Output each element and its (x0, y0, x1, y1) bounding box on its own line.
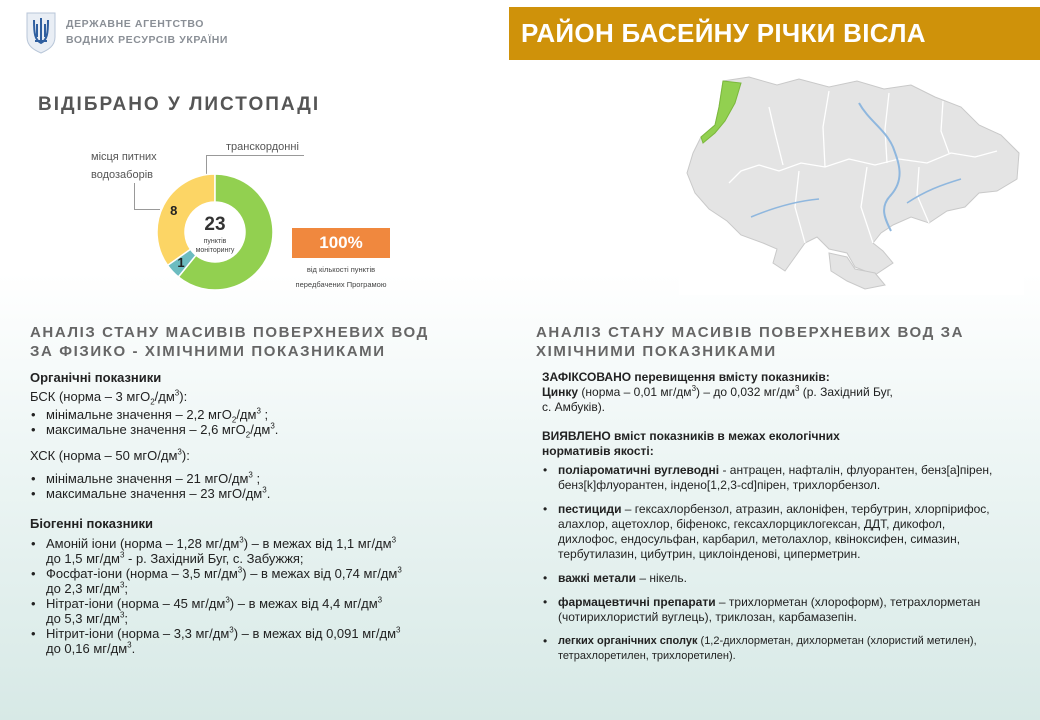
within-heading-line1: ВИЯВЛЕНО вміст показників в межах екологічних (542, 429, 840, 443)
bsk-sub: 2 (150, 397, 155, 407)
hsk-max-sup: 3 (262, 485, 267, 495)
voc-text: (1,2-дихлорметан, дихлорметан (хлористий метилен), тетрахлоретилен, трихлоретилен). (558, 635, 977, 662)
nitrate-sup1: 3 (225, 595, 230, 605)
hsk-min-sup: 3 (248, 470, 253, 480)
hsk-sup: 3 (177, 447, 182, 457)
phosphate-item: • Фосфат-іони (норма – 3,5 $мг/дм^3$) – в межах від 0,74 $мг/дм^3$ до 2,3 $мг/дм^3$; (30, 566, 490, 596)
metals-item (542, 571, 1007, 586)
phosphate-b: ) – в межах від 0,74 мг/дм (242, 566, 398, 581)
coverage-caption-line2: передбачених Програмою (295, 280, 387, 289)
region-title: РАЙОН БАСЕЙНУ РІЧКИ ВІСЛА (509, 7, 1040, 60)
ammonium-c: до 1,5 мг/дм (46, 551, 120, 566)
pah-text: - антрацен, нафталін, флуорантен, бенз[а]пірен, бенз[k]флуорантен, індено[1,2,3-cd]пірен, трихлорбензол. (558, 463, 993, 492)
pesticides-text: – гексахлорбензол, атразин, аклоніфен, тербутрин, хлорпірифос, алахлор, ацетохлор, біфенокс, гексахлорциклогексан, ДДТ, дикофол, дихлофос, ендосульфан, карбарил, метолахлор, квіноксифен, симазин, тербутилазин, цибутрин, циклоінденові, циперметрин. (558, 502, 990, 561)
bsk-max-sup: 3 (270, 421, 275, 431)
within-heading-line2: нормативів якості: (542, 444, 654, 458)
chem-heading (536, 323, 964, 361)
hsk-min: • мінімальне значення – 21 мгО/$дм^3$ ; (30, 471, 490, 486)
sampled-title: ВІДІБРАНО У ЛИСТОПАДІ (38, 94, 321, 115)
bsk-max: • максимальне значення – 2,6 $мгО_2/дм^3$. (30, 422, 490, 437)
pharma-label: фармацевтичні препарати (558, 595, 716, 609)
agency-name-line1: ДЕРЖАВНЕ АГЕНТСТВО (66, 18, 205, 30)
ammonium-sup3: 3 (119, 550, 125, 560)
ammonium-d: - р. Західний Буг, с. Забужжя; (124, 551, 304, 566)
zinc-sup2: 3 (794, 384, 800, 393)
phosphate-a: Фосфат-іони (норма – 3,5 мг/дм (46, 566, 238, 581)
nitrate-item: • Нітрат-іони (норма – 45 $мг/дм^3$) – в межах від 4,4 $мг/дм^3$ до 5,3 $мг/дм^3$; (30, 596, 490, 626)
bsk-sup: 3 (174, 388, 180, 398)
coat-of-arms-icon (24, 10, 58, 54)
callout-drinking-line2: водозаборів (91, 169, 153, 181)
voc-label: легких органічних сполук (558, 635, 698, 647)
nitrate-sup2: 3 (377, 595, 383, 605)
exceed-heading: ЗАФІКСОВАНО перевищення вмісту показників: (542, 370, 830, 384)
nitrite-sup2: 3 (396, 625, 401, 635)
coverage-percent-badge: 100% (292, 228, 390, 258)
nitrate-a: Нітрат-іони (норма – 45 мг/дм (46, 596, 226, 611)
nitrite-sup3: 3 (127, 640, 132, 650)
nitrite-b: ) – в межах від 0,091 мг/дм (233, 626, 397, 641)
donut-caption-line2: моніторингу (195, 247, 235, 254)
physchem-content (30, 369, 490, 656)
zinc-sup1: 3 (691, 384, 697, 393)
pah-item (542, 463, 1007, 493)
phosphate-sup1: 3 (237, 565, 243, 575)
zinc-text-c: (р. Західний Буг, (799, 385, 893, 399)
phosphate-sup2: 3 (397, 565, 402, 575)
metals-label: важкі метали (558, 571, 637, 585)
donut-value-label-1: 1 (177, 255, 185, 271)
callout-transboundary-line (206, 155, 304, 156)
bsk-min: • мінімальне значення – 2,2 $мгО_2/дм^3$ ; (30, 407, 490, 422)
callout-drinking-water (91, 148, 157, 184)
pharma-text: – трихлорметан (хлороформ), тетрахлорметан (чотирихлористий вуглець), триклозан, карбамазепін. (558, 595, 981, 624)
hsk-max-text: максимальне значення – 23 мгО/дм (46, 486, 263, 501)
ammonium-item (30, 536, 490, 566)
ukraine-basin-map (679, 67, 1024, 295)
pesticides-item (542, 502, 1007, 562)
callout-drinking-line1: місця питних (91, 151, 157, 163)
donut-caption-line1: пунктів (203, 238, 227, 245)
physchem-heading (30, 323, 429, 361)
agency-name-line2: ВОДНИХ РЕСУРСІВ УКРАЇНИ (66, 34, 229, 46)
bsk-list (30, 406, 490, 440)
bsk-min-text: мінімальне значення – 2,2 мгО (46, 407, 232, 422)
exceed-block (542, 370, 1007, 415)
chem-heading-line2: ХІМІЧНИМИ ПОКАЗНИКАМИ (536, 343, 777, 360)
physchem-heading-line2: ЗА ФІЗИКО - ХІМІЧНИМИ ПОКАЗНИКАМИ (30, 343, 386, 360)
pharma-item (542, 595, 1007, 625)
hsk-label: ХСК (норма – 50 мгО/$дм^3$): (30, 447, 190, 463)
agency-logo-block (24, 10, 228, 54)
bsk-max-text: максимальне значення – 2,6 мгО (46, 422, 246, 437)
within-list (542, 463, 1007, 664)
donut-total: 23 (204, 214, 226, 235)
donut-center (155, 172, 275, 292)
nitrite-sup1: 3 (229, 625, 234, 635)
hsk-list (30, 471, 490, 501)
bsk-label: БСК (норма – 3 $мгО_2/дм^3$): (30, 388, 188, 407)
callout-drinking-line (134, 183, 135, 210)
bsk-min-sub: 2 (231, 415, 237, 425)
nitrite-item: • Нітрит-іони (норма – 3,3 $мг/дм^3$) – в межах від 0,091 $мг/дм^3$ до 0,16 $мг/дм^3$. (30, 626, 490, 656)
biogenic-title: Біогенні показники (30, 516, 153, 531)
phosphate-sup3: 3 (119, 580, 125, 590)
biogenic-list (30, 536, 490, 656)
ammonium-b: ) – в межах від 1,1 мг/дм (243, 536, 392, 551)
zinc-text-b: ) – до 0,032 мг/дм (696, 385, 795, 399)
donut-total-caption (155, 237, 275, 255)
bsk-label-b: /дм (154, 389, 175, 404)
nitrite-c: до 0,16 мг/дм (46, 641, 128, 656)
nitrate-b: ) – в межах від 4,4 мг/дм (229, 596, 378, 611)
agency-name (66, 16, 228, 48)
zinc-text-d: с. Амбуків). (542, 400, 606, 414)
ammonium-a: Амоній іони (норма – 1,28 мг/дм (46, 536, 240, 551)
zinc-line (542, 385, 1007, 400)
coverage-caption-line1: від кількості пунктів (306, 265, 376, 274)
voc-item (542, 634, 1007, 664)
nitrite-a: Нітрит-іони (норма – 3,3 мг/дм (46, 626, 230, 641)
hsk-min-text: мінімальне значення – 21 мгО/дм (46, 471, 249, 486)
zinc-text-a: (норма – 0,01 мг/дм (578, 385, 692, 399)
physchem-heading-line1: АНАЛІЗ СТАНУ МАСИВІВ ПОВЕРХНЕВИХ ВОД (30, 324, 429, 341)
hsk-label-a: ХСК (норма – 50 мгО/дм (30, 448, 178, 463)
chem-content (542, 370, 1007, 673)
ammonium-sup2: 3 (391, 535, 397, 545)
hsk-max: • максимальне значення – 23 мгО/$дм^3$. (30, 486, 490, 501)
organic-title: Органічні показники (30, 370, 162, 385)
nitrate-sup3: 3 (119, 610, 125, 620)
pah-label: поліароматичні вуглеводні (558, 463, 720, 477)
pesticides-label: пестициди (558, 502, 622, 516)
donut-value-label-0: 8 (170, 202, 178, 218)
bsk-label-a: БСК (норма – 3 мгО (30, 389, 151, 404)
coverage-caption (278, 262, 404, 292)
bsk-max-sub: 2 (245, 430, 251, 440)
metals-text: – нікель. (636, 571, 687, 585)
ammonium-sup1: 3 (239, 535, 244, 545)
callout-transboundary: транскордонні (226, 141, 299, 153)
within-heading (542, 429, 1007, 459)
phosphate-c: до 2,3 мг/дм (46, 581, 120, 596)
zinc-label: Цинку (542, 385, 579, 399)
nitrate-c: до 5,3 мг/дм (46, 611, 120, 626)
bsk-min-sup: 3 (256, 406, 261, 416)
chem-heading-line1: АНАЛІЗ СТАНУ МАСИВІВ ПОВЕРХНЕВИХ ВОД ЗА (536, 324, 965, 341)
ukraine-map-icon (679, 67, 1024, 295)
monitoring-donut-chart (155, 172, 275, 292)
